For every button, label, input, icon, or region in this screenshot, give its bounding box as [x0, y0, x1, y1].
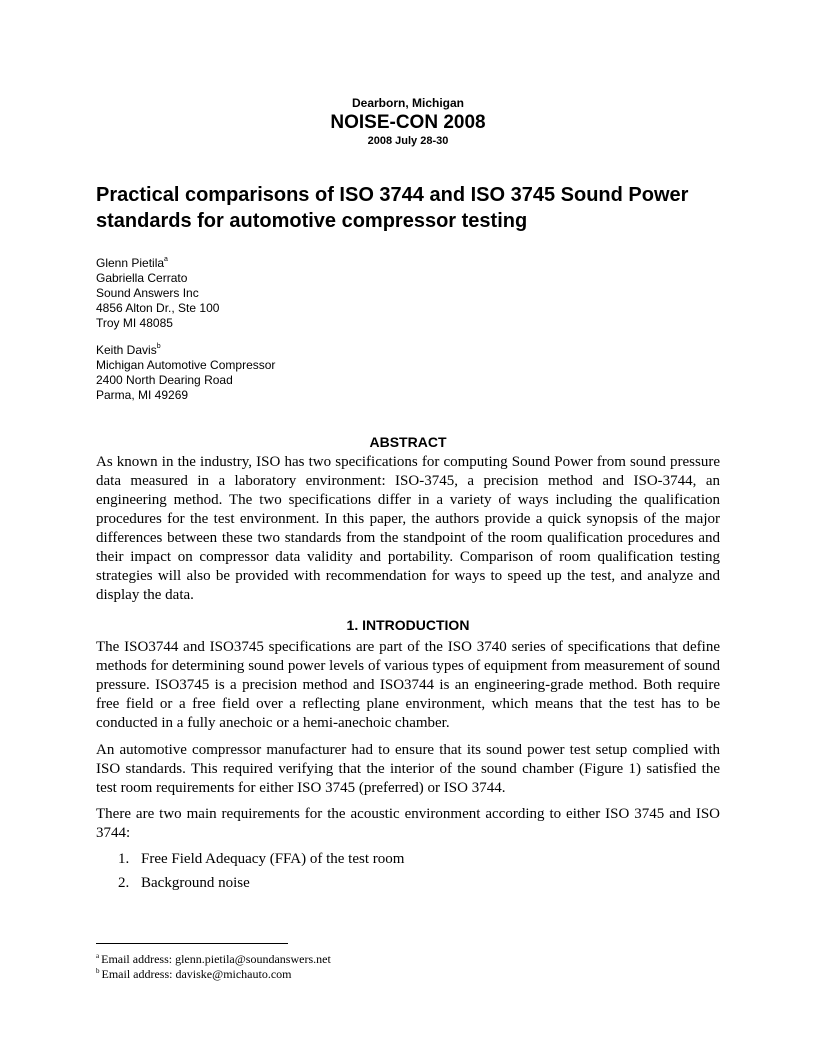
list-text: Background noise	[141, 875, 250, 891]
author-block-2	[96, 343, 275, 403]
footnote-text: Email address: glenn.pietila@soundanswers.net	[101, 952, 331, 966]
footnote-marker: a	[96, 952, 100, 960]
paper-page	[96, 0, 720, 1056]
conference-name: NOISE-CON 2008	[330, 112, 486, 133]
footnotes	[96, 952, 331, 982]
conference-city: Dearborn, Michigan	[351, 96, 464, 110]
affiliation-line: Michigan Automotive Compressor	[96, 358, 276, 372]
author-name-line	[96, 343, 275, 358]
author-block-1	[96, 256, 275, 331]
author-name: Keith Davis	[96, 343, 157, 357]
footnote-marker: b	[96, 967, 100, 975]
author-name-line	[96, 256, 275, 271]
footnote-text: Email address: daviske@michauto.com	[101, 967, 292, 981]
affiliation-line: 4856 Alton Dr., Ste 100	[96, 301, 220, 315]
introduction-paragraph-2: An automotive compressor manufacturer had to ensure that its sound power test setup complied with ISO standards. This required verifying that the interior of the sound chamber (Figure 1) satisfied the test room requirements for either ISO 3745 (preferred) or ISO 3744.	[96, 742, 720, 796]
list-number: 1.	[118, 851, 130, 867]
author-name: Glenn Pietila	[96, 256, 165, 270]
affiliation-line: 2400 North Dearing Road	[96, 373, 233, 387]
footnote	[96, 952, 331, 967]
introduction-heading: 1. INTRODUCTION	[346, 617, 470, 633]
introduction-paragraph-1: The ISO3744 and ISO3745 specifications are part of the ISO 3740 series of specifications that define methods for determining sound power levels of various types of equipment from measurement of sound pressure. ISO3745 is a precision method and ISO3744 is an engineering-grade method. Both require free field or a free field over a reflecting plane environment, which means that the test has to be conducted in a fully anechoic or a hemi-anechoic chamber.	[96, 639, 720, 731]
affiliation-line: Sound Answers Inc	[96, 286, 199, 300]
list-text: Free Field Adequacy (FFA) of the test room	[141, 851, 405, 867]
affiliation-line: Parma, MI 49269	[96, 388, 189, 402]
introduction-paragraph-3: There are two main requirements for the acoustic environment according to either ISO 3745 and ISO 3744:	[96, 806, 720, 841]
abstract-heading: ABSTRACT	[369, 434, 447, 450]
list-item	[96, 850, 720, 874]
conference-dates: 2008 July 28-30	[367, 135, 449, 147]
footnote	[96, 967, 331, 982]
affiliation-line: Gabriella Cerrato	[96, 271, 188, 285]
list-number: 2.	[118, 875, 130, 891]
footnote-divider	[96, 943, 288, 944]
list-item	[96, 874, 720, 898]
conference-header	[96, 96, 720, 148]
requirements-list	[96, 850, 720, 898]
footnote-marker: a	[164, 256, 168, 263]
author-list	[96, 256, 275, 415]
abstract-text: As known in the industry, ISO has two specifications for computing Sound Power from sound pressure data measured in a laboratory environment: ISO-3745, a precision method and ISO-3744, an engineering method. The two specifications differ in a variety of ways including the qualification procedures for the test environment. In this paper, the authors provide a quick synopsis of the major differences between these two standards from the standpoint of the room qualification procedures and their impact on compressor data validity and portability. Comparison of room qualification testing strategies will also be provided with recommendation for ways to speed up the test, and analyze and display the data.	[96, 454, 720, 603]
footnote-marker: b	[156, 343, 161, 350]
affiliation-line: Troy MI 48085	[96, 316, 173, 330]
paper-title: Practical comparisons of ISO 3744 and ISO 3745 Sound Power standards for automotive compressor testing	[96, 184, 689, 232]
